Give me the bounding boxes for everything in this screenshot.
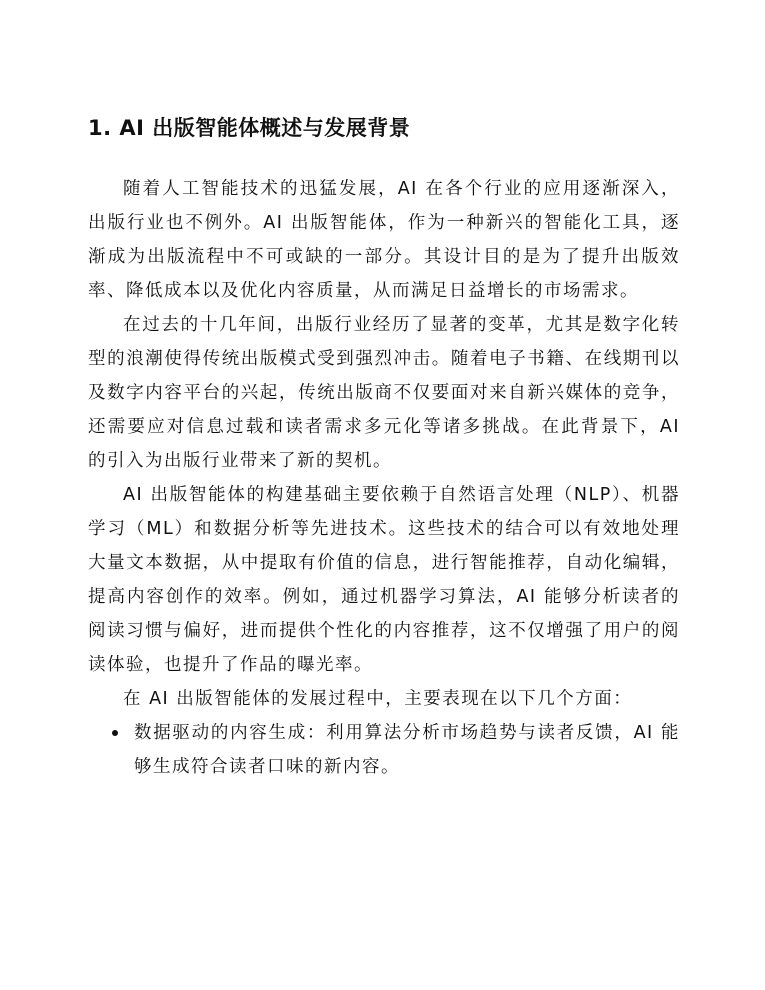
section-heading: 1. AI 出版智能体概述与发展背景 bbox=[88, 116, 411, 140]
paragraph-intro: 随着人工智能技术的迅猛发展，AI 在各个行业的应用逐渐深入，出版行业也不例外。AI 出版智能体，作为一种新兴的智能化工具，逐渐成为出版流程中不可或缺的一部分。其设计目的是为了提升出版效率、降低成本以及优化内容质量，从而满足日益增长的市场需求。 bbox=[88, 179, 680, 301]
bullet-dot-icon bbox=[112, 730, 118, 736]
paragraph-industry-change: 在过去的十几年间，出版行业经历了显著的变革，尤其是数字化转型的浪潮使得传统出版模式受到强烈冲击。随着电子书籍、在线期刊以及数字内容平台的兴起，传统出版商不仅要面对来自新兴媒体的竞争，还需要应对信息过载和读者需求多元化等诸多挑战。在此背景下，AI 的引入为出版行业带来了新的契机。 bbox=[88, 315, 680, 471]
list-item-text: 数据驱动的内容生成：利用算法分析市场趋势与读者反馈，AI 能够生成符合读者口味的新内容。 bbox=[134, 723, 680, 777]
body-text bbox=[88, 172, 680, 784]
paragraph-technology: AI 出版智能体的构建基础主要依赖于自然语言处理（NLP）、机器学习（ML）和数据分析等先进技术。这些技术的结合可以有效地处理大量文本数据，从中提取有价值的信息，进行智能推荐，自动化编辑，提高内容创作的效率。例如，通过机器学习算法，AI 能够分析读者的阅读习惯与偏好，进而提供个性化的内容推荐，这不仅增强了用户的阅读体验，也提升了作品的曝光率。 bbox=[88, 485, 680, 675]
bullet-list bbox=[88, 716, 680, 784]
list-item bbox=[88, 716, 680, 784]
paragraph-development: 在 AI 出版智能体的发展过程中，主要表现在以下几个方面： bbox=[123, 689, 633, 709]
